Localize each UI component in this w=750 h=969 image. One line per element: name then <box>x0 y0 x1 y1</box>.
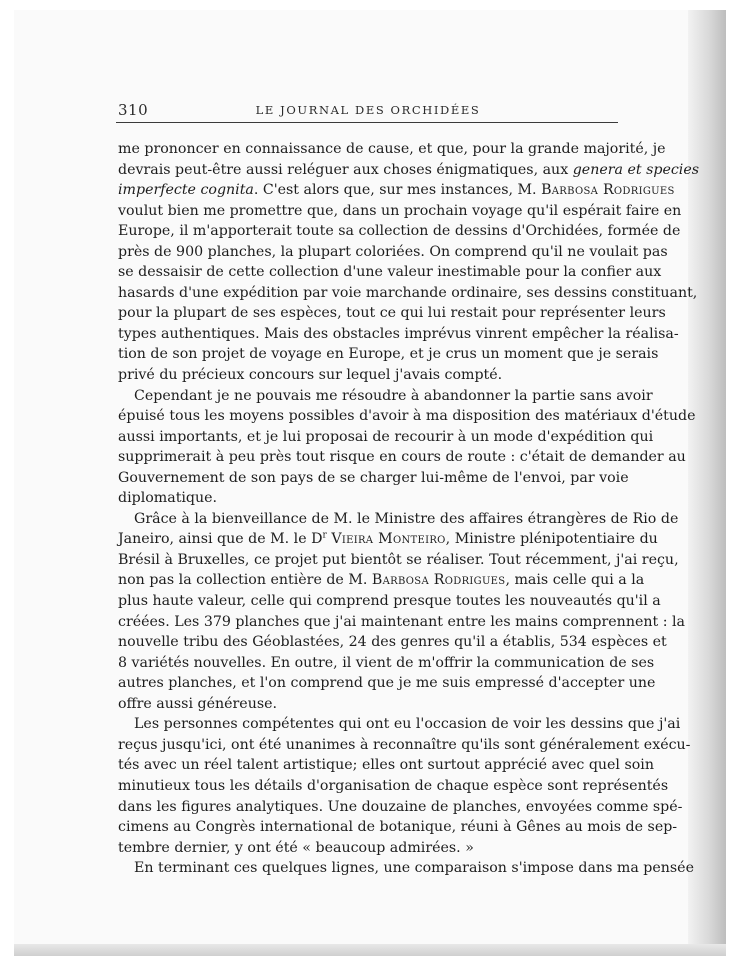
text-span: plus haute valeur, celle qui comprend presque toutes les nouveautés qu'il a <box>118 593 661 610</box>
text-span: supprimerait à peu près tout risque en cours de route : c'était de demander au <box>118 449 686 466</box>
text-line <box>118 509 679 530</box>
text-line <box>118 160 700 181</box>
journal-title: LE JOURNAL DES ORCHIDÉES <box>255 103 481 117</box>
text-span: 8 variétés nouvelles. En outre, il vient de m'offrir la communication de ses <box>118 654 655 671</box>
text-line <box>118 406 696 427</box>
text-line <box>118 632 667 653</box>
text-span: Gouvernement de son pays de se charger lui-même de l'envoi, par voie <box>118 469 629 486</box>
text-span: Europe, il m'apporterait toute sa collection de dessins d'Orchidées, formée de <box>118 223 681 240</box>
text-span: devrais peut-être aussi reléguer aux choses énigmatiques, aux <box>118 161 573 178</box>
text-span: se dessaisir de cette collection d'une valeur inestimable pour la confier aux <box>118 264 662 281</box>
text-line <box>118 386 653 407</box>
text-span: aussi importants, et je lui proposai de recourir à un mode d'expédition qui <box>118 428 654 445</box>
text-span: non pas la collection entière de M. <box>118 572 372 589</box>
running-head <box>118 101 618 121</box>
text-span: diplomatique. <box>118 490 218 507</box>
text-span: épuisé tous les moyens possibles d'avoir à ma disposition des matériaux d'étude <box>118 408 696 425</box>
page-bottom-edge <box>14 944 726 956</box>
text-span: pour la plupart de ses espèces, tout ce qui lui restait pour représenter leurs <box>118 305 666 322</box>
text-span: Les personnes compétentes qui ont eu l'occasion de voir les dessins que j'ai <box>134 716 681 733</box>
text-line <box>118 612 685 633</box>
text-span: , Ministre plénipotentiaire du <box>445 531 658 548</box>
text-span: offre aussi généreuse. <box>118 695 278 712</box>
text-line <box>118 591 661 612</box>
text-line <box>118 427 654 448</box>
text-line <box>118 468 629 489</box>
text-line <box>118 550 679 571</box>
text-line <box>118 180 675 201</box>
text-line <box>118 858 694 879</box>
text-line <box>118 242 668 263</box>
text-line <box>118 755 654 776</box>
text-span: tés avec un réel talent artistique; elles ont surtout apprécié avec quel soin <box>118 757 654 774</box>
text-line <box>118 303 666 324</box>
text-span: cimens au Congrès international de botanique, réuni à Gênes au mois de sep- <box>118 819 678 836</box>
text-span: , mais celle qui a la <box>505 572 645 589</box>
text-line <box>118 262 662 283</box>
text-line <box>118 283 698 304</box>
text-span: En terminant ces quelques lignes, une comparaison s'impose dans ma pensée <box>134 860 694 877</box>
text-span: autres planches, et l'on comprend que je me suis empressé d'accepter une <box>118 675 656 692</box>
text-span: reçus jusqu'ici, ont été unanimes à reconnaître qu'ils sont généralement exécu- <box>118 736 691 753</box>
text-span: Grâce à la bienveillance de M. le Ministre des affaires étrangères de Rio de <box>134 510 679 527</box>
text-line <box>118 324 679 345</box>
text-span: types authentiques. Mais des obstacles imprévus vinrent empêcher la réalisa- <box>118 325 679 342</box>
body-text <box>118 139 700 879</box>
text-line <box>118 447 686 468</box>
text-span: Janeiro, ainsi que de M. le D <box>118 531 323 548</box>
text-span: hasards d'une expédition par voie marchande ordinaire, ses dessins constituant, <box>118 284 698 301</box>
text-line <box>118 365 618 386</box>
text-span: me prononcer en connaissance de cause, et que, pour la grande majorité, je <box>118 141 666 157</box>
text-span: privé du précieux concours sur lequel j'avais compté. <box>118 367 503 384</box>
person-name: Vieira Monteiro <box>331 531 446 548</box>
text-line <box>118 797 683 818</box>
text-line <box>118 139 666 160</box>
text-span: minutieux tous les détails d'organisation de chaque espèce sont représentés <box>118 777 669 794</box>
text-span: . C'est alors que, sur mes instances, M. <box>253 182 542 199</box>
text-line <box>118 570 645 591</box>
page-number: 310 <box>118 101 149 119</box>
text-line <box>118 344 659 365</box>
page-edge-shadow <box>688 10 726 952</box>
text-line <box>118 694 618 715</box>
text-line <box>118 776 669 797</box>
text-span: nouvelle tribu des Géoblastées, 24 des genres qu'il a établis, 534 espèces et <box>118 634 667 651</box>
text-span: près de 900 planches, la plupart coloriées. On comprend qu'il ne voulait pas <box>118 243 668 260</box>
text-line <box>118 488 618 509</box>
text-line <box>118 653 655 674</box>
text-span: Cependant je ne pouvais me résoudre à abandonner la partie sans avoir <box>134 387 653 404</box>
header-rule <box>116 122 618 123</box>
text-span: r <box>322 530 327 541</box>
text-span: voulut bien me promettre que, dans un prochain voyage qu'il espérait faire en <box>118 202 682 219</box>
text-span: dans les figures analytiques. Une douzaine de planches, envoyées comme spé- <box>118 798 683 815</box>
text-line <box>118 714 681 735</box>
text-span: Brésil à Bruxelles, ce projet put bientôt se réaliser. Tout récemment, j'ai reçu, <box>118 551 679 568</box>
text-line <box>118 201 682 222</box>
italic-phrase: imperfecte cognita <box>118 182 254 199</box>
text-line <box>118 529 658 550</box>
text-line <box>118 735 691 756</box>
person-name: Barbosa Rodrigues <box>541 182 675 199</box>
text-line <box>118 673 656 694</box>
text-span: tembre dernier, y ont été « beaucoup admirées. » <box>118 839 474 856</box>
text-line <box>118 817 678 838</box>
text-span: créées. Les 379 planches que j'ai maintenant entre les mains comprennent : la <box>118 613 685 630</box>
text-line <box>118 838 618 859</box>
person-name: Barbosa Rodrigues <box>371 572 506 589</box>
text-line <box>118 221 681 242</box>
italic-phrase: genera et species <box>572 161 700 178</box>
text-span: tion de son projet de voyage en Europe, et je crus un moment que je serais <box>118 346 659 363</box>
